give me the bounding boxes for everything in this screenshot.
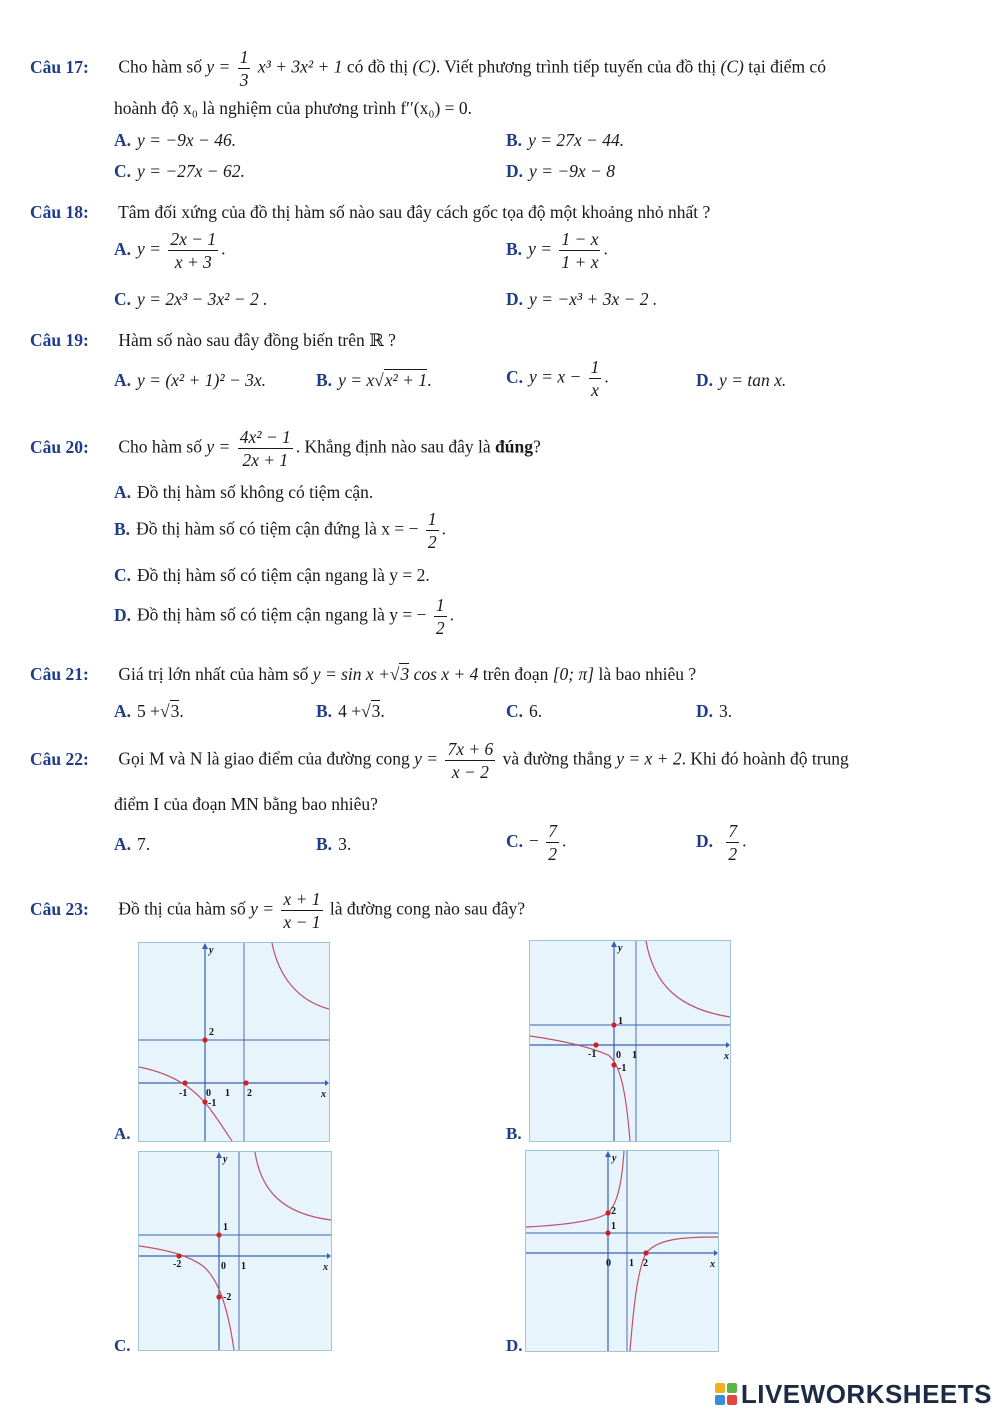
math: . xyxy=(380,701,385,721)
fraction xyxy=(238,46,251,91)
math: . xyxy=(179,701,184,721)
point xyxy=(182,1080,187,1085)
question-text: . Khi đó hoành độ trung xyxy=(681,748,849,769)
math: . xyxy=(449,604,454,625)
tick-label: 0 xyxy=(606,1258,611,1269)
question-22-line2: điểm I của đoạn MN bằng bao nhiêu? xyxy=(114,794,378,814)
question-18 xyxy=(30,200,710,224)
question-text: Hàm số nào sau đây đồng biến trên ℝ ? xyxy=(118,330,396,350)
option-17-a[interactable] xyxy=(114,128,236,152)
fraction-numerator: 1 xyxy=(427,509,437,529)
tick-label: 1 xyxy=(225,1088,230,1099)
point xyxy=(643,1250,648,1255)
math: y = xyxy=(206,56,231,77)
fraction-numerator: 7 xyxy=(728,821,738,841)
point xyxy=(605,1210,610,1215)
radicand: 3 xyxy=(400,664,410,684)
fraction xyxy=(726,820,739,865)
option-18-a[interactable]: A. y = $\frac{2x - 1}{x + 3}$ . xyxy=(114,229,226,272)
math: . xyxy=(604,366,609,387)
option-letter: D. xyxy=(506,161,524,181)
logo-text: LIVEWORKSHEETS xyxy=(740,1378,992,1409)
question-text: và đường thẳng xyxy=(502,748,612,769)
question-text: . Viết phương trình tiếp tuyến của đồ thị xyxy=(435,56,717,77)
radicand: x² + 1 xyxy=(384,370,428,390)
option-letter: A. xyxy=(114,130,132,150)
graph-a-svg xyxy=(139,943,329,1141)
option-letter: D. xyxy=(696,370,714,390)
option-letter: C. xyxy=(114,565,132,585)
question-17 xyxy=(30,46,826,91)
math: y = sin x + xyxy=(312,664,390,684)
question-number: Câu 22: xyxy=(30,748,89,769)
fraction-denominator: 2 xyxy=(427,532,437,552)
tick-label: -1 xyxy=(179,1088,188,1099)
math: y = xyxy=(206,436,231,457)
axis-label-x: x xyxy=(724,1051,729,1062)
option-text: 3. xyxy=(719,701,733,721)
question-text: Cho hàm số xyxy=(118,56,202,77)
point xyxy=(202,1099,207,1104)
math: y = x − xyxy=(529,366,582,387)
option-letter: D. xyxy=(696,701,714,721)
question-text: Cho hàm số xyxy=(118,436,202,457)
math: − xyxy=(529,830,539,851)
option-letter: B. xyxy=(506,238,523,259)
option-letter: A. xyxy=(114,701,132,721)
fraction xyxy=(445,738,495,783)
tick-label: 0 xyxy=(221,1261,226,1272)
math: y = x + 2 xyxy=(616,748,682,769)
curve-right-branch xyxy=(255,1152,331,1220)
option-19-a[interactable] xyxy=(114,368,266,392)
question-20 xyxy=(30,426,541,471)
axis-label-y: y xyxy=(223,1154,228,1165)
curve-right-branch xyxy=(272,943,329,1009)
fraction-numerator: 1 xyxy=(590,357,600,377)
graph-b-svg xyxy=(530,941,730,1141)
option-letter: D. xyxy=(696,830,714,851)
fraction-denominator: x − 1 xyxy=(283,912,321,932)
fraction-denominator: 2x + 1 xyxy=(238,448,293,471)
x-axis-arrow xyxy=(714,1250,718,1256)
option-letter: B. xyxy=(506,130,523,150)
option-22-d[interactable] xyxy=(696,820,747,865)
math: y = xyxy=(137,238,161,259)
option-letter: A. xyxy=(114,370,132,390)
curve-left-branch xyxy=(526,1151,624,1227)
fraction-numerator: 2x − 1 xyxy=(170,229,217,249)
question-22 xyxy=(30,738,849,783)
fraction xyxy=(238,426,293,471)
question-text: Gọi M và N là giao điểm của đường cong xyxy=(118,748,410,769)
question-number: Câu 17: xyxy=(30,56,89,77)
radicand: 3 xyxy=(371,701,381,721)
axis-label-y: y xyxy=(612,1153,617,1164)
fraction-denominator: x − 2 xyxy=(445,760,495,783)
option-22-a[interactable] xyxy=(114,832,150,856)
option-18-c[interactable] xyxy=(114,287,268,311)
tick-label: 1 xyxy=(223,1222,228,1233)
liveworksheets-logo xyxy=(715,1378,992,1409)
math: . xyxy=(427,370,432,390)
option-text: 6. xyxy=(529,701,543,721)
fraction-numerator: 7x + 6 xyxy=(447,739,494,759)
question-number: Câu 21: xyxy=(30,664,89,684)
option-text: y = −9x − 46. xyxy=(137,130,237,150)
math: [0; π] xyxy=(552,664,595,684)
fraction-denominator: 2 xyxy=(548,844,558,864)
graph-option-d[interactable] xyxy=(525,1150,719,1352)
tick-label: -1 xyxy=(208,1098,217,1109)
y-axis-arrow xyxy=(202,943,208,949)
question-text: Giá trị lớn nhất của hàm số xyxy=(118,664,309,684)
option-text: y = (x² + 1)² − 3x. xyxy=(137,370,267,390)
x-axis-arrow xyxy=(726,1042,730,1048)
question-text: . Khẳng định nào sau đây là xyxy=(295,436,491,457)
question-21: Câu 21: Giá trị lớn nhất của hàm số y = sin x +√3 cos x + 4 trên đoạn [0; π] là bao nhiêu ? xyxy=(30,664,697,684)
option-letter: C. xyxy=(506,830,524,851)
point xyxy=(593,1042,598,1047)
question-number: Câu 19: xyxy=(30,330,89,350)
tick-label: 2 xyxy=(643,1258,648,1269)
option-22-b[interactable] xyxy=(316,832,351,856)
fraction-denominator: 1 + x xyxy=(561,252,599,272)
curve-left-branch xyxy=(139,1067,232,1141)
option-20-b[interactable] xyxy=(114,508,446,553)
math: y = xyxy=(414,748,439,769)
logo-mark-icon xyxy=(715,1383,737,1405)
tick-label: 0 xyxy=(206,1088,211,1099)
question-text: ? xyxy=(533,436,541,457)
option-letter: A. xyxy=(114,238,132,259)
fraction xyxy=(168,228,218,273)
question-text: trên đoạn xyxy=(482,664,549,684)
y-axis-arrow xyxy=(216,1152,222,1158)
graph-d-letter: D. xyxy=(506,1336,523,1355)
curve-right-branch xyxy=(646,941,730,1017)
question-text: tại điểm có xyxy=(748,56,826,77)
question-17-line2: hoành độ x₀ là nghiệm của phương trình f′′(x₀) = 0. xyxy=(114,98,473,118)
fraction-denominator: 2 xyxy=(435,618,445,638)
x-axis-arrow xyxy=(325,1080,329,1086)
option-text: y = 27x − 44. xyxy=(528,130,625,150)
question-number: Câu 18: xyxy=(30,202,89,222)
tick-label: 1 xyxy=(629,1258,634,1269)
graph-option-b[interactable] xyxy=(529,940,731,1142)
graph-d-svg xyxy=(526,1151,718,1351)
tick-label: 1 xyxy=(618,1016,623,1027)
point xyxy=(605,1230,610,1235)
point xyxy=(243,1080,248,1085)
x-axis-arrow xyxy=(327,1253,331,1259)
fraction xyxy=(426,508,439,553)
question-text: là bao nhiêu ? xyxy=(598,664,697,684)
option-letter: C. xyxy=(506,366,524,387)
fraction-denominator: 3 xyxy=(239,70,249,90)
option-text: y = tan x. xyxy=(719,370,787,390)
option-letter: C. xyxy=(506,701,524,721)
fraction xyxy=(281,888,322,933)
fraction-numerator: 7 xyxy=(548,821,558,841)
tick-label: 1 xyxy=(611,1221,616,1232)
tick-label: 0 xyxy=(616,1050,621,1061)
question-text: có đồ thị xyxy=(346,56,409,77)
question-23 xyxy=(30,888,525,933)
point xyxy=(216,1294,221,1299)
tick-label: 1 xyxy=(632,1050,637,1061)
tick-label: -2 xyxy=(173,1259,182,1270)
option-text: y = −27x − 62. xyxy=(137,161,245,181)
question-text: Tâm đối xứng của đồ thị hàm số nào sau đây cách gốc tọa độ một khoảng nhỏ nhất ? xyxy=(118,202,711,222)
y-axis-arrow xyxy=(605,1151,611,1157)
option-letter: C. xyxy=(114,289,132,309)
option-19-b[interactable]: B. y = x√x² + 1. xyxy=(316,370,432,390)
graph-a-letter: A. xyxy=(114,1124,131,1143)
option-text: Đồ thị hàm số có tiệm cận ngang là y = − xyxy=(137,604,427,625)
fraction-denominator: x xyxy=(589,378,602,401)
option-19-d[interactable] xyxy=(696,368,786,392)
option-20-d[interactable] xyxy=(114,594,454,639)
math: (C) xyxy=(720,56,744,77)
radicand: 3 xyxy=(170,701,180,721)
fraction xyxy=(559,228,600,273)
option-letter: D. xyxy=(506,289,524,309)
math: y = x xyxy=(338,370,375,390)
option-letter: A. xyxy=(114,482,132,502)
fraction-numerator: x + 1 xyxy=(283,889,321,909)
fraction-numerator: 1 xyxy=(435,595,445,615)
option-letter: D. xyxy=(114,604,132,625)
math: cos x + 4 xyxy=(413,664,479,684)
tick-label: 2 xyxy=(209,1027,214,1038)
question-number: Câu 20: xyxy=(30,436,89,457)
option-letter: B. xyxy=(316,834,333,854)
math: 4 + xyxy=(338,701,362,721)
option-text: Đồ thị hàm số có tiệm cận ngang là y = 2. xyxy=(137,565,430,585)
option-19-c[interactable] xyxy=(506,356,609,401)
axis-label-x: x xyxy=(710,1259,715,1270)
option-letter: B. xyxy=(316,701,333,721)
curve-right-branch xyxy=(630,1237,718,1351)
fraction-numerator: 1 xyxy=(239,47,249,67)
math: y = xyxy=(250,898,275,919)
graph-c-svg xyxy=(139,1152,331,1350)
option-21-c[interactable] xyxy=(506,699,542,723)
option-22-c[interactable] xyxy=(506,820,566,865)
option-text: y = −9x − 8 xyxy=(529,161,615,181)
tick-label: 2 xyxy=(611,1206,616,1217)
graph-option-c[interactable] xyxy=(138,1151,332,1351)
option-20-c[interactable] xyxy=(114,563,430,587)
option-20-a[interactable] xyxy=(114,480,373,504)
graph-b-letter: B. xyxy=(506,1124,522,1143)
graph-option-a[interactable] xyxy=(138,942,330,1142)
math: x³ + 3x² + 1 xyxy=(257,56,343,77)
math: . xyxy=(441,518,446,539)
question-emphasis: đúng xyxy=(495,436,533,457)
axis-label-y: y xyxy=(209,945,214,956)
question-19 xyxy=(30,328,396,352)
point xyxy=(176,1253,181,1258)
option-17-c[interactable] xyxy=(114,159,245,183)
option-18-d[interactable] xyxy=(506,287,657,311)
option-letter: B. xyxy=(316,370,333,390)
tick-label: 1 xyxy=(241,1261,246,1272)
tick-label: 2 xyxy=(247,1088,252,1099)
point xyxy=(202,1037,207,1042)
fraction-denominator: x + 3 xyxy=(168,250,218,273)
question-text: là đường cong nào sau đây? xyxy=(329,898,526,919)
axis-label-x: x xyxy=(321,1089,326,1100)
option-21-d[interactable] xyxy=(696,699,732,723)
axis-label-y: y xyxy=(618,943,623,954)
point xyxy=(611,1022,616,1027)
fraction xyxy=(546,820,559,865)
axis-label-x: x xyxy=(323,1262,328,1273)
math: . xyxy=(562,830,567,851)
option-text: Đồ thị hàm số không có tiệm cận. xyxy=(137,482,374,502)
y-axis-arrow xyxy=(611,941,617,947)
point xyxy=(216,1232,221,1237)
math: . xyxy=(742,830,747,851)
option-text: y = 2x³ − 3x² − 2 . xyxy=(137,289,268,309)
math: y = xyxy=(528,238,553,259)
graph-c-letter: C. xyxy=(114,1336,131,1355)
tick-label: -1 xyxy=(618,1063,627,1074)
tick-label: -1 xyxy=(588,1049,597,1060)
option-21-a[interactable]: A. 5 +√3. xyxy=(114,701,184,721)
option-text: Đồ thị hàm số có tiệm cận đứng là x = − xyxy=(136,518,419,539)
option-text: 3. xyxy=(338,834,352,854)
fraction-numerator: 1 − x xyxy=(561,229,599,249)
option-text: 7. xyxy=(137,834,151,854)
option-18-b[interactable]: B. y = $\frac{1 - x}{1 + x}$ . xyxy=(506,229,608,272)
option-17-d[interactable] xyxy=(506,159,615,183)
fraction xyxy=(434,594,447,639)
fraction-denominator: 2 xyxy=(728,844,738,864)
question-number: Câu 23: xyxy=(30,898,89,919)
point xyxy=(611,1062,616,1067)
fraction xyxy=(589,356,602,401)
tick-label: -2 xyxy=(223,1292,232,1303)
option-letter: C. xyxy=(114,161,132,181)
option-text: y = −x³ + 3x − 2 . xyxy=(529,289,658,309)
math: 5 + xyxy=(137,701,161,721)
option-letter: A. xyxy=(114,834,132,854)
curve-left-branch xyxy=(530,1036,630,1141)
option-21-b[interactable]: B. 4 +√3. xyxy=(316,701,385,721)
question-text: Đồ thị của hàm số xyxy=(118,898,246,919)
option-17-b[interactable] xyxy=(506,128,624,152)
math: (C) xyxy=(412,56,436,77)
option-letter: B. xyxy=(114,518,131,539)
fraction-numerator: 4x² − 1 xyxy=(239,427,291,447)
